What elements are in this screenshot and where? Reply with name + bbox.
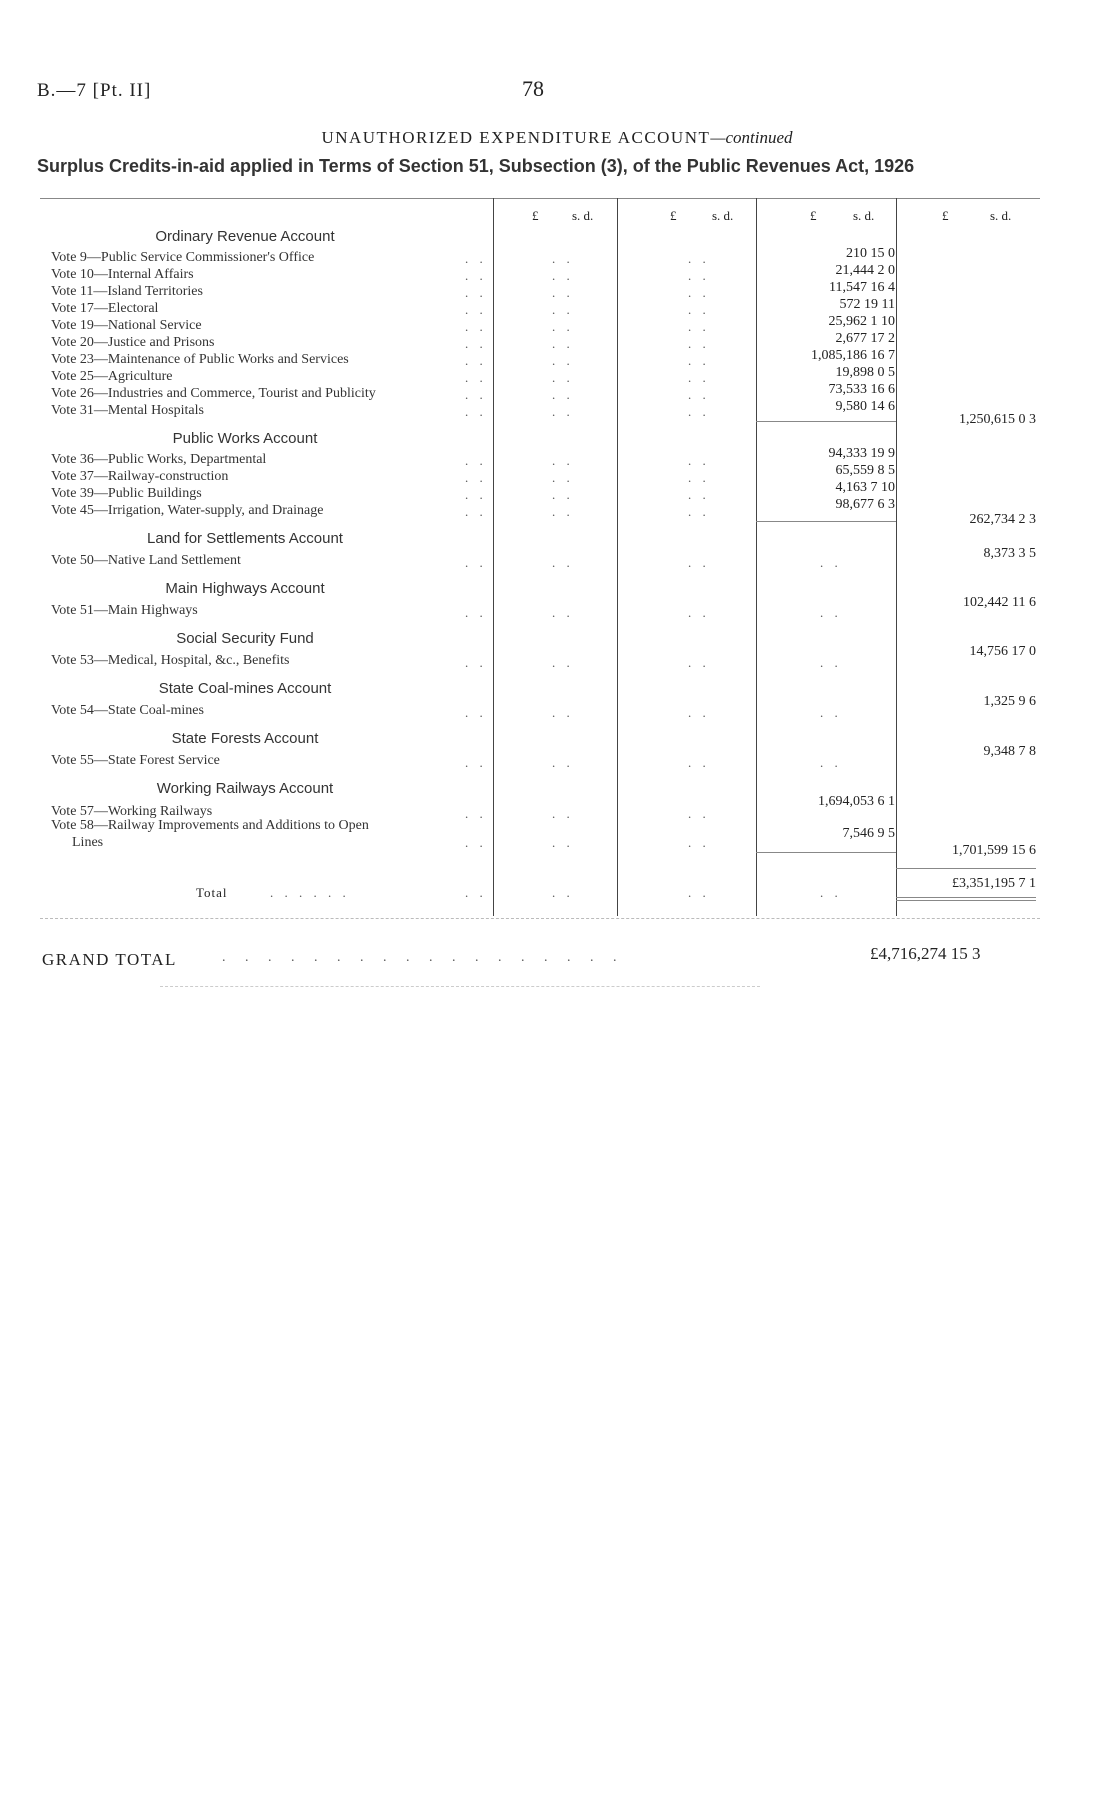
railways-col1-dots: . . (552, 806, 574, 821)
col4-sd-header: s. d. (990, 208, 1012, 223)
forests-row-label: Vote 55—State Forest Service (51, 753, 220, 768)
grand-total-leader-dots: . . . . . . . . . . . . . . . . . . (222, 950, 625, 965)
grand-total-value: £4,716,274 15 3 (870, 944, 981, 963)
highways-row-label: Vote 51—Main Highways (51, 603, 198, 618)
ordinary-row-label: Vote 23—Maintenance of Public Works and Services (51, 352, 349, 367)
ordinary-row-label: Vote 25—Agriculture (51, 369, 173, 384)
social-leader-dots: . . (465, 655, 487, 670)
document-reference: B.—7 [Pt. II] (37, 80, 152, 101)
coal-col1-dots: . . (552, 705, 574, 720)
highways-col1-dots: . . (552, 605, 574, 620)
total-label: Total (196, 885, 228, 900)
land-col3-dots: . . (820, 555, 842, 570)
section-heading-land: Land for Settlements Account (147, 530, 343, 547)
railways-amount: 1,694,053 6 1 (818, 794, 895, 809)
subtitle: Surplus Credits-in-aid applied in Terms of Section 51, Subsection (3), of the Public Revenues Act, 1926 (37, 156, 915, 176)
public-works-col1-dots: . . . . . . . . (552, 453, 574, 519)
ordinary-row-label: Vote 31—Mental Hospitals (51, 403, 204, 418)
ordinary-amount: 9,580 14 6 (835, 399, 895, 414)
total-col3-dots: . . (820, 885, 842, 900)
forests-col1-dots: . . (552, 755, 574, 770)
ordinary-row-label: Vote 17—Electoral (51, 301, 159, 316)
ordinary-row-label: Vote 9—Public Service Commissioner's Office (51, 250, 315, 265)
public-works-col2-dots: . . . . . . . . (688, 453, 710, 519)
grand-total-rule (160, 986, 760, 987)
section-heading-social: Social Security Fund (176, 630, 314, 647)
total-leader-dots: . . (465, 885, 487, 900)
ordinary-amount: 19,898 0 5 (835, 365, 895, 380)
ordinary-amount: 1,085,186 16 7 (811, 348, 895, 363)
forests-leader-dots: . . (465, 755, 487, 770)
railways-col2-dots: . . (688, 806, 710, 821)
coal-row-label: Vote 54—State Coal-mines (51, 703, 204, 718)
title-suffix: —continued (710, 128, 793, 147)
railways-row-label: Vote 57—Working Railways (51, 804, 213, 819)
ordinary-row-label: Vote 26—Industries and Commerce, Tourist and Publicity (51, 386, 376, 401)
ordinary-col1-dots: . . . . . . . . . . . . . . . . . . . . (552, 251, 574, 419)
page-title (0, 128, 1114, 148)
railways-leader-dots: . . (465, 835, 487, 850)
ordinary-amount: 210 15 0 (846, 246, 895, 261)
railways-amount: 7,546 9 5 (842, 826, 895, 841)
col4-pound-header: £ (942, 208, 949, 223)
section-heading-railways: Working Railways Account (156, 780, 334, 797)
public-works-row-label: Vote 37—Railway-construction (51, 469, 229, 484)
railways-col2-dots: . . (688, 835, 710, 850)
total-leader-dots: . . . . . . (270, 885, 350, 900)
ordinary-row-label: Vote 20—Justice and Prisons (51, 335, 215, 350)
ordinary-amount: 572 19 11 (839, 297, 895, 312)
social-col2-dots: . . (688, 655, 710, 670)
public-works-row-label: Vote 39—Public Buildings (51, 486, 202, 501)
section-heading-ordinary: Ordinary Revenue Account (155, 228, 335, 245)
forests-col3-dots: . . (820, 755, 842, 770)
page-number: 78 (522, 76, 544, 101)
ordinary-amount: 2,677 17 2 (835, 331, 895, 346)
social-row-label: Vote 53—Medical, Hospital, &c., Benefits (51, 653, 290, 668)
total-col1-dots: . . (552, 885, 574, 900)
railways-leader-dots: . . (465, 806, 487, 821)
railways-subtotal: 1,701,599 15 6 (952, 843, 1036, 858)
public-works-subtotal: 262,734 2 3 (969, 512, 1036, 527)
total-double-rule (896, 897, 1036, 898)
ordinary-row-label: Vote 19—National Service (51, 318, 202, 333)
coal-col3-dots: . . (820, 705, 842, 720)
coal-subtotal: 1,325 9 6 (983, 694, 1036, 709)
column-divider-1 (493, 198, 494, 916)
ordinary-subtotal: 1,250,615 0 3 (959, 412, 1036, 427)
ordinary-amount: 25,962 1 10 (828, 314, 895, 329)
total-top-rule (896, 868, 1036, 869)
col1-sd-header: s. d. (572, 208, 594, 223)
land-subtotal: 8,373 3 5 (983, 546, 1036, 561)
social-col3-dots: . . (820, 655, 842, 670)
ordinary-amount: 73,533 16 6 (828, 382, 895, 397)
railways-row-label: Vote 58—Railway Improvements and Additions to Open (51, 818, 369, 833)
section-heading-coal: State Coal-mines Account (158, 680, 332, 697)
total-value: £3,351,195 7 1 (952, 876, 1036, 891)
highways-leader-dots: . . (465, 605, 487, 620)
social-col1-dots: . . (552, 655, 574, 670)
public-works-subtotal-rule (756, 521, 896, 522)
highways-col3-dots: . . (820, 605, 842, 620)
forests-subtotal: 9,348 7 8 (983, 744, 1036, 759)
ordinary-col2-dots: . . . . . . . . . . . . . . . . . . . . (688, 251, 710, 419)
railways-row-label-cont: Lines (72, 835, 104, 850)
public-works-row-label: Vote 36—Public Works, Departmental (51, 452, 267, 467)
col2-sd-header: s. d. (712, 208, 734, 223)
column-divider-2 (617, 198, 618, 916)
coal-col2-dots: . . (688, 705, 710, 720)
column-divider-4 (896, 198, 897, 916)
section-heading-highways: Main Highways Account (165, 580, 325, 597)
section-heading-forests: State Forests Account (171, 730, 319, 747)
col3-sd-header: s. d. (853, 208, 875, 223)
total-double-rule (896, 900, 1036, 901)
forests-col2-dots: . . (688, 755, 710, 770)
section-heading-public-works: Public Works Account (172, 430, 318, 447)
header-rule (40, 198, 1040, 199)
ordinary-leader-dots: . . . . . . . . . . . . . . . . . . . . (465, 251, 487, 419)
social-subtotal: 14,756 17 0 (969, 644, 1036, 659)
public-works-row-label: Vote 45—Irrigation, Water-supply, and Drainage (51, 503, 324, 518)
public-works-amount: 65,559 8 5 (835, 463, 895, 478)
title-main: UNAUTHORIZED EXPENDITURE ACCOUNT (321, 128, 711, 147)
col3-pound-header: £ (810, 208, 817, 223)
ordinary-amount: 21,444 2 0 (835, 263, 895, 278)
highways-col2-dots: . . (688, 605, 710, 620)
railways-col1-dots: . . (552, 835, 574, 850)
col2-pound-header: £ (670, 208, 677, 223)
railways-subtotal-rule (756, 852, 896, 853)
public-works-amount: 4,163 7 10 (835, 480, 895, 495)
land-row-label: Vote 50—Native Land Settlement (51, 553, 241, 568)
ordinary-subtotal-rule (756, 421, 896, 422)
coal-leader-dots: . . (465, 705, 487, 720)
col1-pound-header: £ (532, 208, 539, 223)
table-bottom-rule (40, 918, 1040, 919)
ordinary-amount: 11,547 16 4 (829, 280, 895, 295)
public-works-amount: 98,677 6 3 (835, 497, 895, 512)
public-works-leader-dots: . . . . . . . . (465, 453, 487, 519)
land-leader-dots: . . (465, 555, 487, 570)
ordinary-row-label: Vote 10—Internal Affairs (51, 267, 194, 282)
land-col2-dots: . . (688, 555, 710, 570)
grand-total-label: GRAND TOTAL (42, 950, 177, 969)
highways-subtotal: 102,442 11 6 (963, 595, 1036, 610)
total-col2-dots: . . (688, 885, 710, 900)
ordinary-row-label: Vote 11—Island Territories (51, 284, 203, 299)
land-col1-dots: . . (552, 555, 574, 570)
public-works-amount: 94,333 19 9 (828, 446, 895, 461)
